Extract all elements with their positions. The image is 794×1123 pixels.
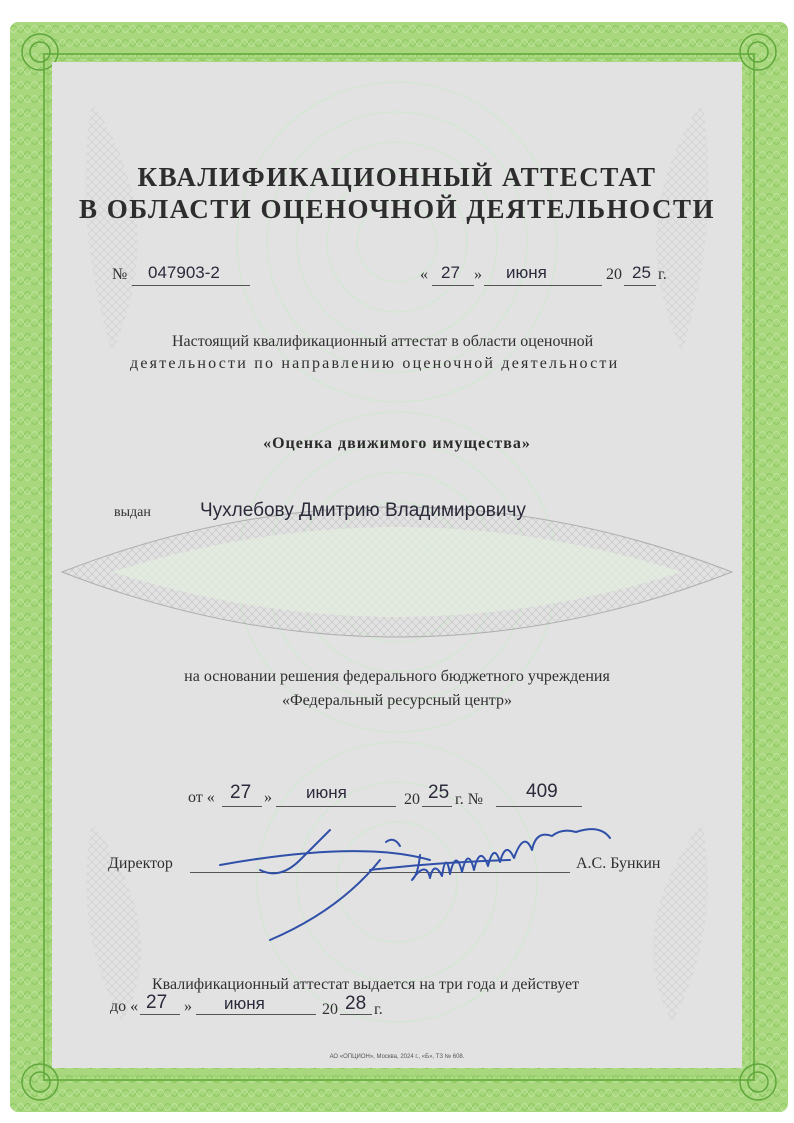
validity-day: 27 [146, 992, 168, 1013]
decision-month: июня [306, 783, 347, 802]
validity-year-prefix: 20 [322, 1001, 338, 1018]
validity-close-quote: » [184, 998, 192, 1015]
validity-day-underline [140, 1014, 180, 1015]
issued-label: выдан [114, 505, 151, 520]
year-prefix: 20 [606, 266, 622, 283]
certificate-number: 047903-2 [148, 263, 220, 282]
number-label: № [112, 266, 128, 283]
decision-year: 25 [428, 782, 450, 803]
decision-number: 409 [526, 781, 558, 802]
intro-line2: деятельности по направлению оценочной деятельности [130, 355, 620, 372]
date-close-quote: » [474, 266, 482, 283]
direction-title: «Оценка движимого имущества» [263, 435, 531, 452]
year-suffix: г. [658, 266, 667, 283]
validity-month-underline [196, 1014, 316, 1015]
decision-day: 27 [230, 782, 252, 803]
validity-month: июня [224, 994, 265, 1013]
year-underline [624, 285, 656, 286]
basis-line1: на основании решения федерального бюджетного учреждения [184, 668, 610, 685]
decision-year-prefix: 20 [404, 791, 420, 808]
date-open-quote: « [420, 266, 428, 283]
validity-until-label: до « [110, 998, 139, 1015]
intro-line1: Настоящий квалификационный аттестат в области оценочной [172, 333, 594, 350]
holder-name: Чухлебову Дмитрию Владимировичу [200, 500, 526, 521]
director-signature [180, 800, 640, 950]
basis-line2: «Федеральный ресурсный центр» [282, 692, 512, 709]
validity-text: Квалификационный аттестат выдается на три года и действует [152, 976, 580, 993]
month-underline [484, 285, 602, 286]
issue-year: 25 [632, 263, 651, 282]
printer-note: АО «ОПЦИОН», Москва, 2024 г., «Б», ТЗ № 608. [329, 1054, 465, 1060]
validity-year-suffix: г. [374, 1001, 383, 1018]
decision-close-quote: » [264, 789, 272, 806]
director-name: А.С. Бункин [576, 855, 661, 872]
decision-number-label: г. № [455, 791, 484, 808]
validity-year: 28 [345, 993, 367, 1014]
director-label: Директор [108, 855, 173, 872]
certificate-title-line1: КВАЛИФИКАЦИОННЫЙ АТТЕСТАТ [137, 162, 657, 192]
decision-from-label: от « [188, 789, 215, 806]
number-underline [132, 285, 250, 286]
issue-day: 27 [441, 263, 460, 282]
issue-month: июня [506, 263, 547, 282]
certificate-title-line2: В ОБЛАСТИ ОЦЕНОЧНОЙ ДЕЯТЕЛЬНОСТИ [79, 194, 715, 224]
day-underline [432, 285, 474, 286]
